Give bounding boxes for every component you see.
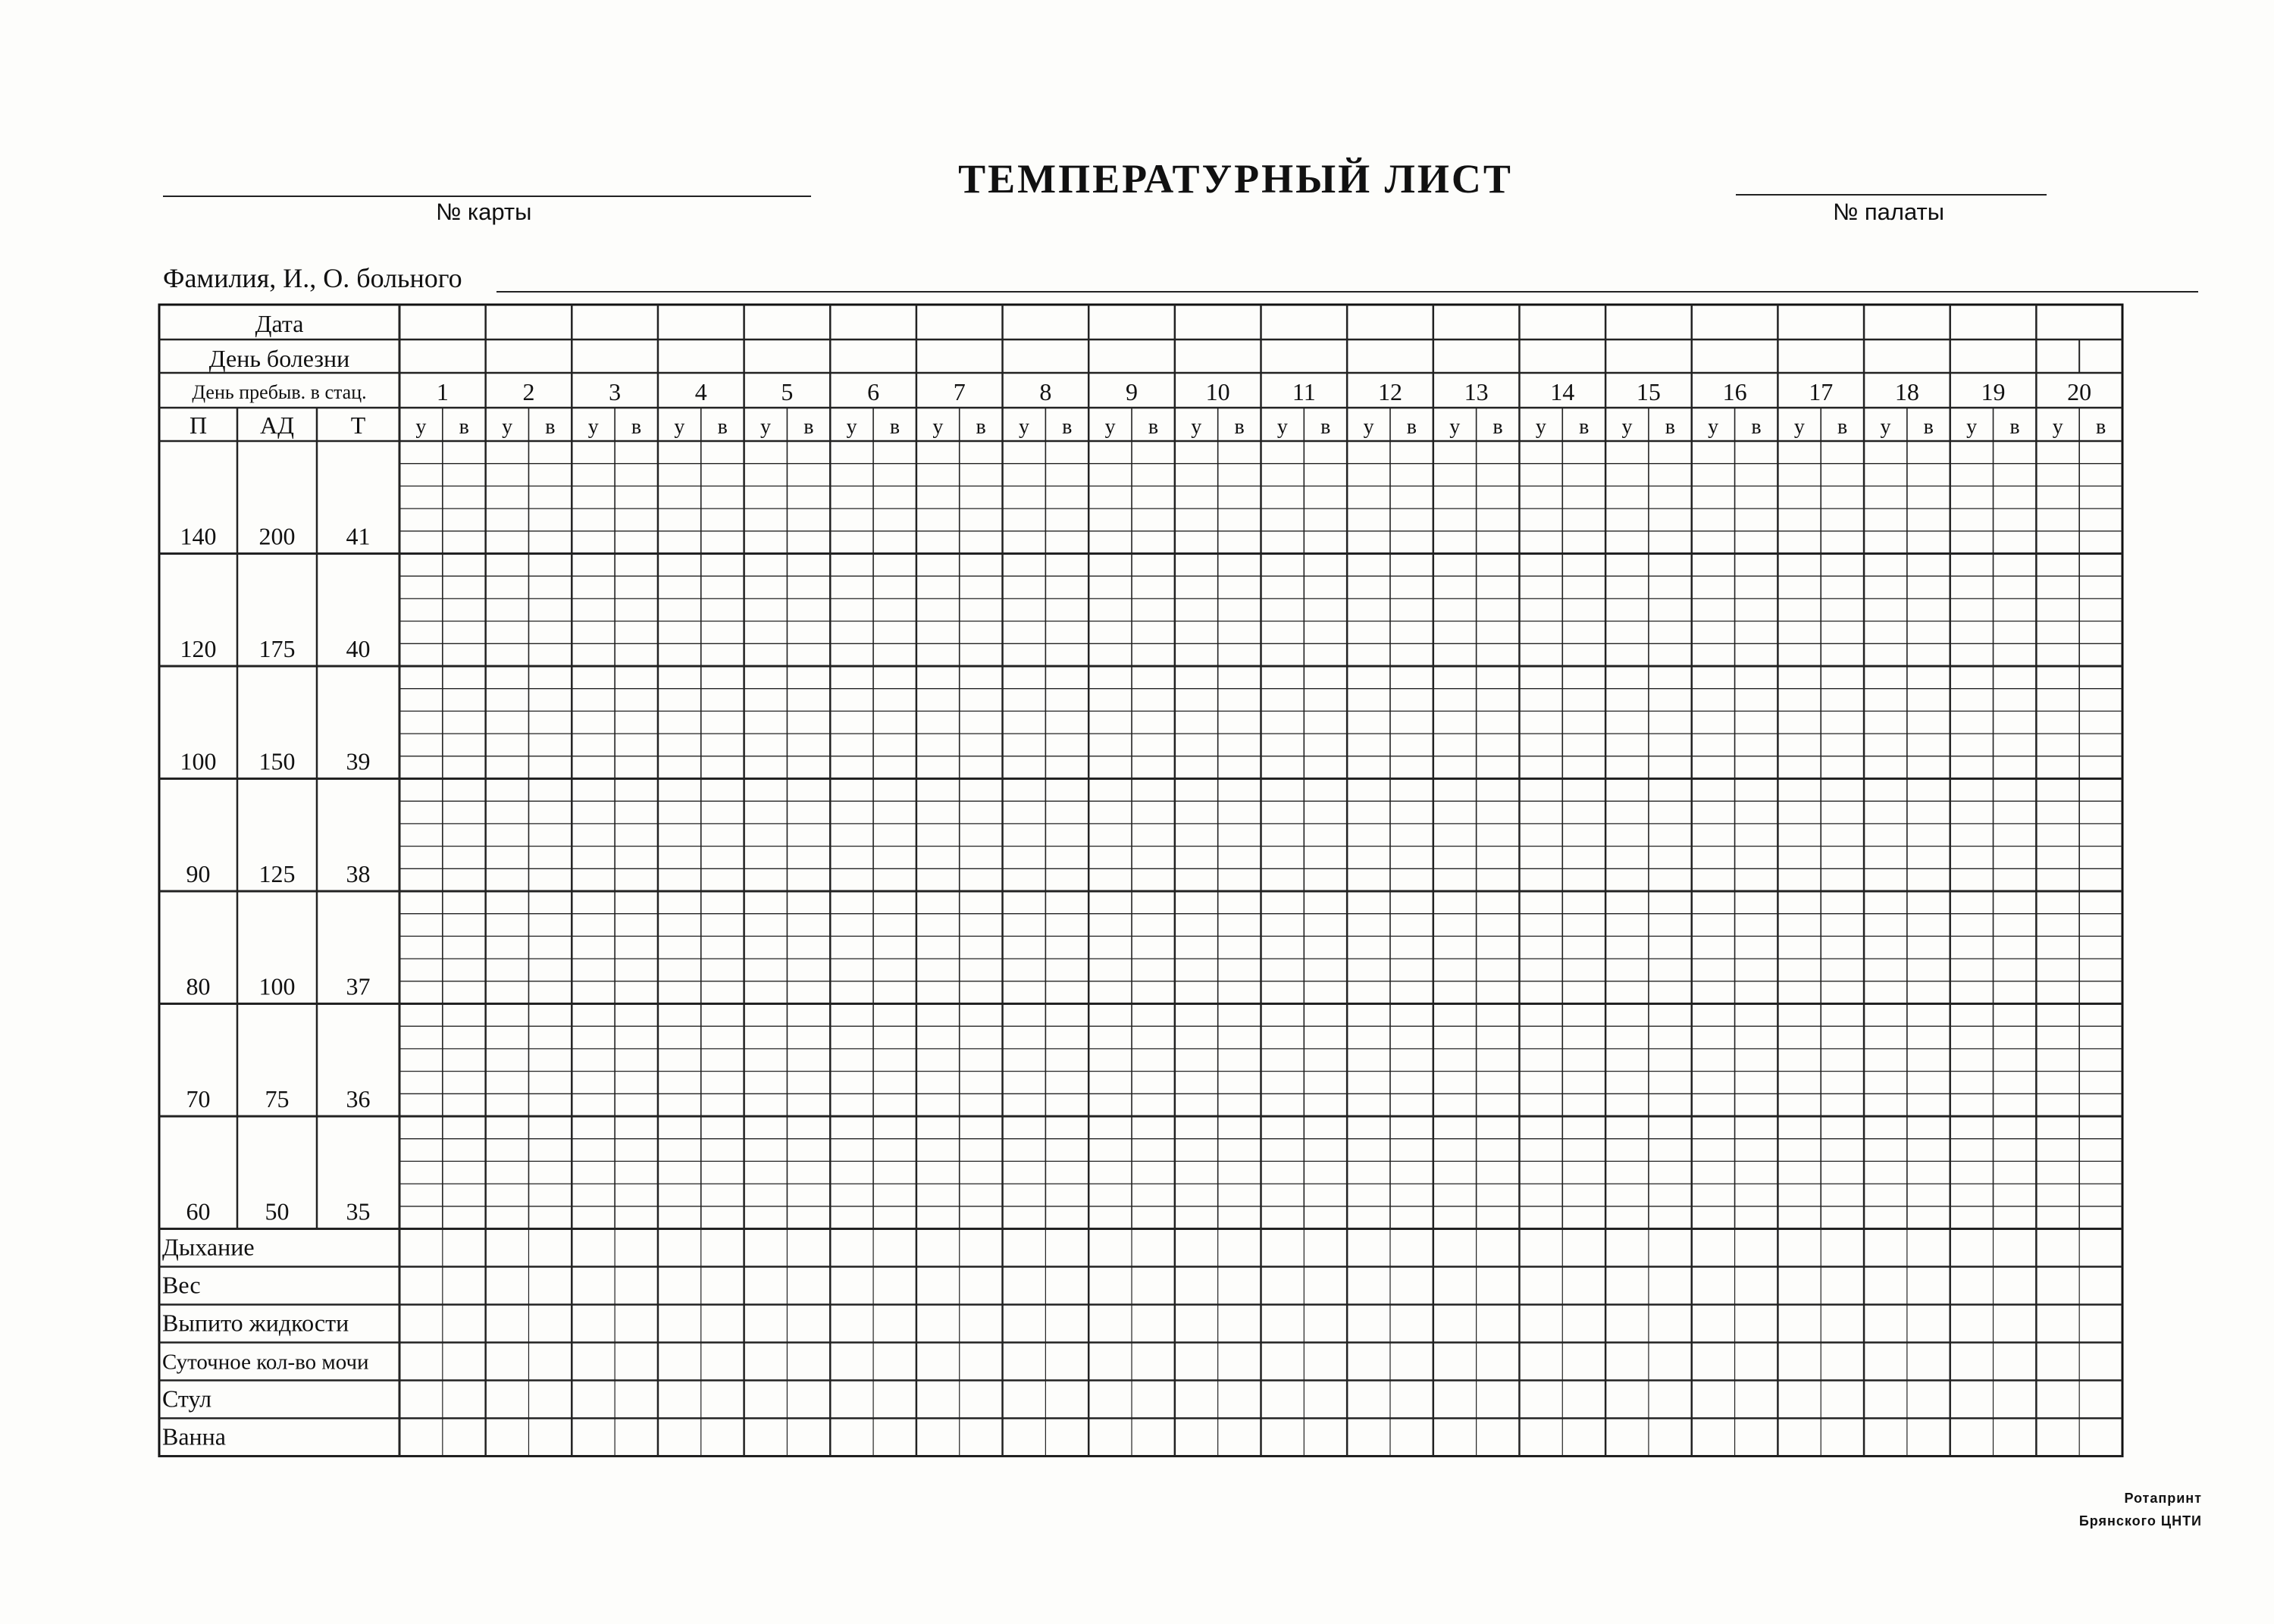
evening-label: в: [459, 415, 469, 439]
evening-label: в: [889, 415, 901, 439]
temperature-value: 38: [346, 860, 371, 887]
morning-label: у: [674, 415, 685, 439]
evening-label: в: [1062, 415, 1073, 439]
temperature-value: 41: [346, 522, 371, 550]
day-number: 11: [1292, 378, 1316, 405]
morning-label: у: [2052, 415, 2063, 439]
evening-label: в: [976, 415, 986, 439]
pulse-value: 140: [180, 522, 217, 550]
day-number: 1: [436, 378, 449, 405]
vital-row-label: Стул: [162, 1385, 212, 1413]
morning-label: у: [1191, 415, 1202, 439]
pulse-value: 80: [186, 972, 211, 1000]
ward-number-label: № палаты: [1833, 199, 1945, 225]
day-number: 4: [694, 378, 707, 405]
day-number: 19: [1981, 378, 2006, 405]
day-number: 2: [522, 378, 535, 405]
morning-label: у: [587, 415, 599, 439]
day-number: 6: [867, 378, 880, 405]
blood-pressure-value: 150: [258, 747, 296, 775]
day-number: 9: [1126, 378, 1139, 405]
temperature-value: 35: [346, 1197, 371, 1225]
temperature-value: 37: [346, 972, 371, 1000]
evening-label: в: [2095, 415, 2106, 439]
scale-header: АД: [260, 411, 294, 439]
morning-label: у: [1276, 415, 1288, 439]
day-number: 8: [1039, 378, 1052, 405]
evening-label: в: [803, 415, 814, 439]
page-title: ТЕМПЕРАТУРНЫЙ ЛИСТ: [958, 156, 1513, 202]
morning-label: у: [1535, 415, 1546, 439]
vital-row-label: Вес: [162, 1271, 201, 1299]
morning-label: у: [1018, 415, 1029, 439]
pulse-value: 90: [186, 860, 211, 887]
evening-label: в: [1493, 415, 1503, 439]
scale-header: Т: [350, 411, 366, 439]
pulse-value: 60: [186, 1197, 211, 1225]
day-number: 18: [1894, 378, 1919, 405]
pulse-value: 70: [186, 1085, 211, 1112]
morning-label: у: [846, 415, 857, 439]
morning-label: у: [1621, 415, 1633, 439]
evening-label: в: [545, 415, 556, 439]
day-number: 3: [609, 378, 622, 405]
evening-label: в: [717, 415, 728, 439]
evening-label: в: [1320, 415, 1331, 439]
morning-label: у: [932, 415, 944, 439]
evening-label: в: [1923, 415, 1934, 439]
temperature-value: 36: [346, 1085, 371, 1112]
imprint-line-1: Ротапринт: [2124, 1491, 2202, 1506]
morning-label: у: [1966, 415, 1978, 439]
pulse-value: 120: [180, 635, 217, 662]
evening-label: в: [1148, 415, 1159, 439]
day-number: 12: [1377, 378, 1402, 405]
patient-name-label: Фамилия, И., О. больного: [163, 263, 462, 293]
day-number: 15: [1636, 378, 1661, 405]
card-number-label: № карты: [436, 199, 532, 225]
evening-label: в: [1579, 415, 1590, 439]
morning-label: у: [1363, 415, 1374, 439]
evening-label: в: [2009, 415, 2020, 439]
blood-pressure-value: 125: [258, 860, 296, 887]
evening-label: в: [1751, 415, 1762, 439]
evening-label: в: [1406, 415, 1417, 439]
vital-row-label: Дыхание: [162, 1233, 255, 1261]
printer-imprint: [1971, 1487, 2202, 1532]
blood-pressure-value: 75: [265, 1085, 290, 1112]
day-number: 5: [781, 378, 794, 405]
day-number: 16: [1722, 378, 1747, 405]
vital-row-label: Выпито жидкости: [162, 1309, 349, 1337]
illness-day-row-label: День болезни: [208, 345, 350, 372]
morning-label: у: [415, 415, 427, 439]
morning-label: у: [760, 415, 772, 439]
morning-label: у: [502, 415, 513, 439]
date-row-label: Дата: [255, 310, 304, 337]
vital-row-label: Суточное кол-во мочи: [162, 1350, 369, 1375]
morning-label: у: [1449, 415, 1461, 439]
blood-pressure-value: 175: [258, 635, 296, 662]
day-number: 10: [1205, 378, 1230, 405]
day-number: 14: [1550, 378, 1575, 405]
pulse-value: 100: [180, 747, 217, 775]
morning-label: у: [1104, 415, 1116, 439]
blood-pressure-value: 50: [265, 1197, 290, 1225]
day-number: 13: [1464, 378, 1489, 405]
day-number: 20: [2067, 378, 2092, 405]
stay-day-row-label: День пребыв. в стац.: [192, 381, 367, 403]
imprint-line-2: Брянского ЦНТИ: [2078, 1513, 2202, 1529]
evening-label: в: [1837, 415, 1848, 439]
blood-pressure-value: 200: [258, 522, 296, 550]
temperature-value: 40: [346, 635, 371, 662]
morning-label: у: [1793, 415, 1805, 439]
day-number: 7: [953, 378, 966, 405]
vital-row-label: Ванна: [162, 1422, 226, 1450]
morning-label: у: [1708, 415, 1719, 439]
day-number: 17: [1809, 378, 1834, 405]
blood-pressure-value: 100: [258, 972, 296, 1000]
evening-label: в: [1665, 415, 1675, 439]
scale-header: П: [189, 411, 208, 439]
morning-label: у: [1880, 415, 1891, 439]
temperature-value: 39: [346, 747, 371, 775]
table-frame: [159, 305, 2122, 1457]
evening-label: в: [1234, 415, 1245, 439]
evening-label: в: [631, 415, 642, 439]
